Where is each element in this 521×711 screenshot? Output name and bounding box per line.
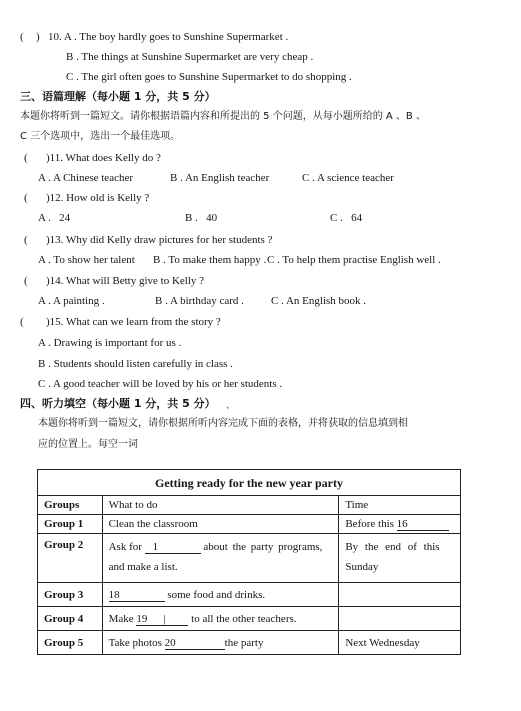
header-time: Time (339, 496, 461, 515)
question-13-option-c: C . To help them practise English well . (267, 254, 441, 266)
question-11-option-c: C . A science teacher (302, 172, 394, 184)
question-12-option-c: C . 64 (330, 212, 363, 224)
task-suffix: the party (224, 636, 264, 649)
answer-paren: ( (24, 234, 28, 246)
group-label: Group 5 (38, 631, 103, 655)
task-suffix: to all the other teachers. (188, 612, 297, 625)
stray-mark: 、 (226, 400, 236, 410)
answer-blank-16[interactable]: 16 (397, 518, 449, 531)
question-10-option-c: C . The girl often goes to Sunshine Supermarket to do shopping . (66, 71, 352, 83)
task-suffix: some food and drinks. (167, 588, 266, 601)
table-row (38, 607, 461, 631)
table-title: Getting ready for the new year party (38, 470, 461, 496)
table-row (38, 534, 461, 583)
question-11-option-a: A . A Chinese teacher (38, 172, 134, 184)
blank-mark: | (163, 612, 166, 625)
task-cell (102, 534, 339, 583)
question-14-option-b: B . A birthday card . (155, 295, 244, 307)
party-preparation-table (37, 469, 461, 655)
task-prefix: Take photos (108, 636, 165, 649)
paren-open: ( (20, 31, 24, 43)
table-row (38, 631, 461, 655)
task-line-2: and make a list. (108, 561, 178, 573)
question-13-option-a: A . To show her talent (38, 254, 135, 266)
section-4-instruction-line2: 应的位置上。每空一词 (38, 439, 138, 450)
task-suffix: about the party programs, (203, 541, 323, 553)
answer-blank-17[interactable]: 1 (145, 541, 201, 554)
time-cell (339, 607, 461, 631)
section-3-instruction-line1: 本题你将听到一篇短文。请你根据语篇内容和所提出的 5 个问题，从每小题所给的 A 、B 、 (20, 111, 426, 122)
question-14-option-a: A . A painting . (38, 295, 105, 307)
time-line-2: Sunday (345, 561, 379, 573)
time-line-1: By the end of this (345, 541, 440, 553)
time-cell: Next Wednesday (339, 631, 461, 655)
question-12-stem: )12. How old is Kelly ? (46, 192, 150, 204)
question-14-option-c: C . An English book . (271, 295, 367, 307)
task-prefix: Make (108, 612, 137, 625)
time-cell (339, 583, 461, 607)
answer-paren: ( (20, 316, 24, 328)
question-10-option-b: B . The things at Sunshine Supermarket are very cheap . (66, 51, 314, 63)
question-11-stem: )11. What does Kelly do ? (46, 152, 161, 164)
task-cell: Clean the classroom (102, 515, 339, 534)
section-3-heading: 三、语篇理解（每小题 1 分，共 5 分） (20, 90, 216, 103)
question-10-stem: 10. A . The boy hardly goes to Sunshine Supermarket . (48, 31, 289, 43)
group-label: Group 1 (38, 515, 103, 534)
group-label: Group 2 (38, 534, 103, 583)
task-cell (102, 607, 339, 631)
answer-blank-20[interactable]: 20 (165, 637, 225, 650)
question-15-option-a: A . Drawing is important for us . (38, 337, 182, 349)
time-cell (339, 515, 461, 534)
table-row (38, 515, 461, 534)
time-prefix: Before this (345, 518, 397, 530)
header-groups: Groups (38, 496, 103, 515)
table-row (38, 583, 461, 607)
question-15-stem: )15. What can we learn from the story ? (46, 316, 221, 328)
task-cell (102, 631, 339, 655)
question-15-option-c: C . A good teacher will be loved by his or her students . (38, 378, 283, 390)
question-12-option-b: B . 40 (185, 212, 218, 224)
task-prefix: Ask for (108, 541, 142, 553)
question-15-option-b: B . Students should listen carefully in class . (38, 358, 233, 370)
question-13-stem: )13. Why did Kelly draw pictures for her students ? (46, 234, 273, 246)
answer-blank-19[interactable]: 19 | (136, 613, 188, 626)
answer-paren: ( (24, 152, 28, 164)
answer-paren: ( (24, 192, 28, 204)
paren-close: ) (36, 31, 40, 43)
table-header-row (38, 496, 461, 515)
time-cell (339, 534, 461, 583)
answer-blank-18[interactable]: 18 (109, 589, 165, 602)
answer-paren: ( (24, 275, 28, 287)
section-4-instruction-line1: 本题你将听到一篇短文，请你根据所听内容完成下面的表格，并将获取的信息填到相 (38, 418, 408, 429)
question-11-option-b: B . An English teacher (170, 172, 270, 184)
header-what-to-do: What to do (102, 496, 339, 515)
question-14-stem: )14. What will Betty give to Kelly ? (46, 275, 205, 287)
task-cell (102, 583, 339, 607)
question-12-option-a: A . 24 (38, 212, 71, 224)
question-13-option-b: B . To make them happy . (153, 254, 267, 266)
section-4-heading: 四、听力填空（每小题 1 分，共 5 分） (20, 397, 216, 410)
section-3-instruction-line2: C 三个选项中，选出一个最佳选项。 (20, 131, 181, 142)
group-label: Group 3 (38, 583, 103, 607)
group-label: Group 4 (38, 607, 103, 631)
